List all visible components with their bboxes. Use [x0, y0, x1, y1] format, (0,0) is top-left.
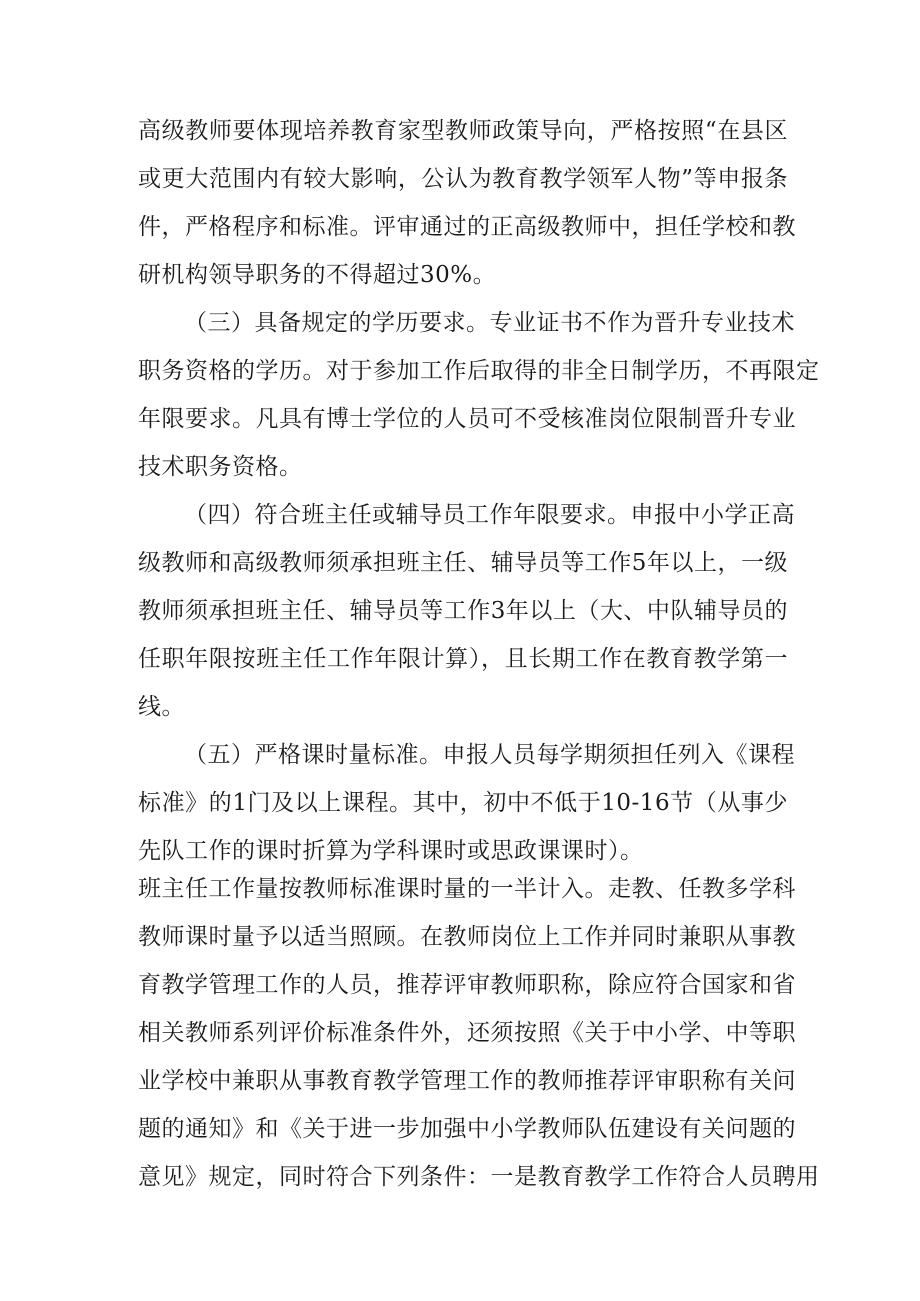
text-line: 高级教师要体现培养教育家型教师政策导向，严格按照“在县区 — [138, 118, 788, 144]
text-line: 意见》规定，同时符合下列条件：一是教育教学工作符合人员聘用 — [138, 1164, 820, 1190]
text-line: 任职年限按班主任工作年限计算），且长期工作在教育教学第一 — [138, 646, 788, 672]
section-heading-line: （三）具备规定的学历要求。专业证书不作为晋升专业技术 — [184, 310, 795, 336]
section-heading-line: （五）严格课时量标准。申报人员每学期须担任列入《课程 — [184, 742, 795, 768]
text-line: 标准》的1门及以上课程。其中，初中不低于10-16节（从事少 — [138, 790, 788, 816]
text-line: 技术职务资格。 — [138, 454, 303, 480]
text-line: 教师课时量予以适当照顾。在教师岗位上工作并同时兼职从事教 — [138, 924, 796, 950]
text-line: 年限要求。凡具有博士学位的人员可不受核准岗位限制晋升专业 — [138, 406, 796, 432]
section-heading-line: （四）符合班主任或辅导员工作年限要求。申报中小学正高 — [184, 502, 795, 528]
text-line: 级教师和高级教师须承担班主任、辅导员等工作5年以上，一级 — [138, 550, 788, 576]
text-line: 先队工作的课时折算为学科课时或思政课课时）。 — [138, 838, 644, 864]
text-line: 研机构领导职务的不得超过30%。 — [138, 262, 497, 288]
text-line: 件，严格程序和标准。评审通过的正高级教师中，担任学校和教 — [138, 214, 796, 240]
text-line: 育教学管理工作的人员，推荐评审教师职称，除应符合国家和省 — [138, 972, 796, 998]
text-line: 职务资格的学历。对于参加工作后取得的非全日制学历，不再限定 — [138, 358, 820, 384]
text-line: 相关教师系列评价标准条件外，还须按照《关于中小学、中等职 — [138, 1020, 796, 1046]
text-line: 教师须承担班主任、辅导员等工作3年以上（大、中队辅导员的 — [138, 598, 788, 624]
text-line: 业学校中兼职从事教育教学管理工作的教师推荐评审职称有关问 — [138, 1068, 796, 1094]
text-line: 或更大范围内有较大影响，公认为教育教学领军人物”等申报条 — [138, 166, 788, 192]
text-line: 线。 — [138, 694, 185, 720]
text-line: 题的通知》和《关于进一步加强中小学教师队伍建设有关问题的 — [138, 1116, 796, 1142]
text-line: 班主任工作量按教师标准课时量的一半计入。走教、任教多学科 — [138, 876, 796, 902]
